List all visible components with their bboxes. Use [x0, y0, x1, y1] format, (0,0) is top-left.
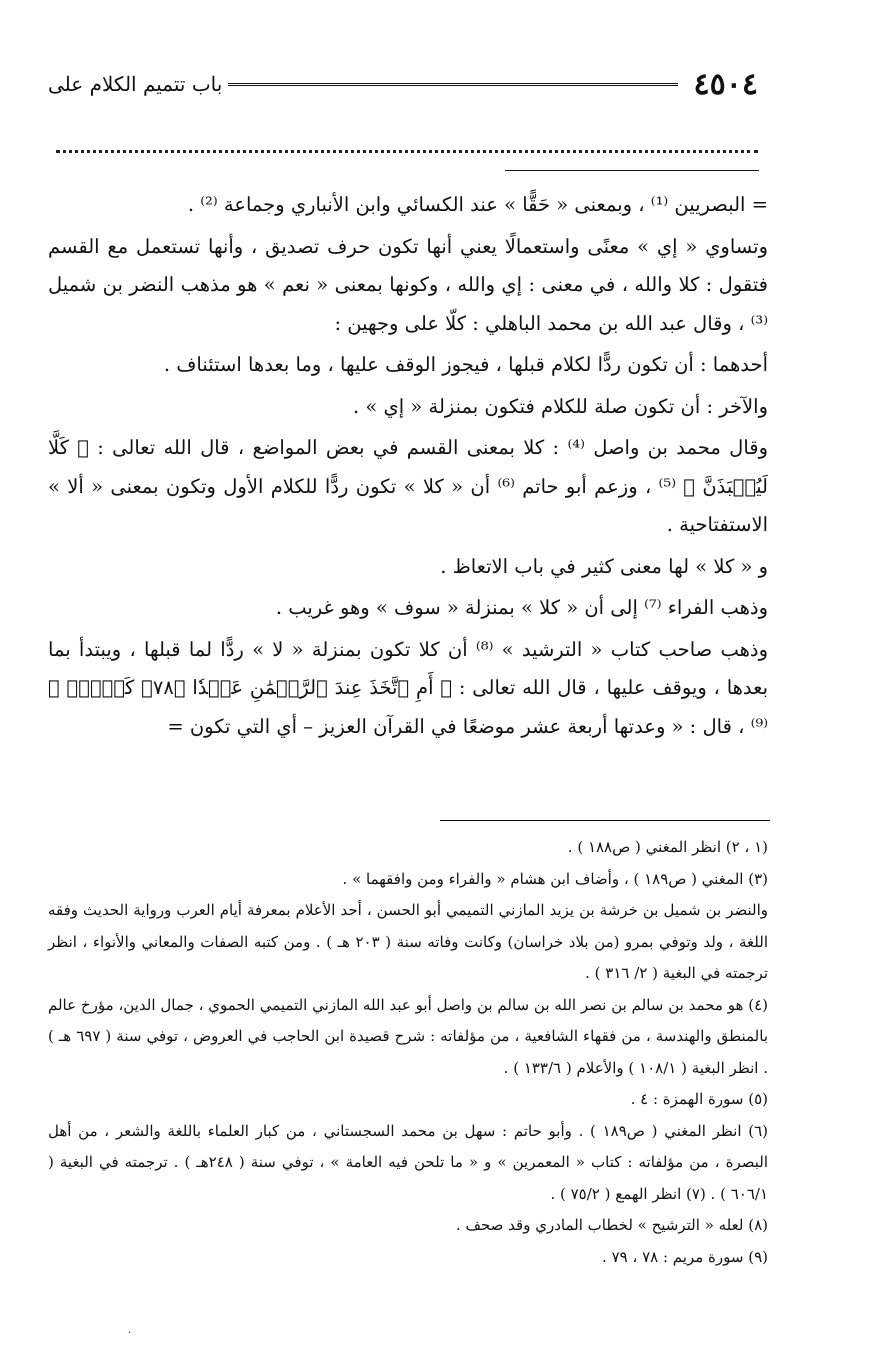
dotted-separator	[56, 150, 758, 153]
footnote-5: (٥) سورة الهمزة : ٤ .	[630, 1090, 768, 1108]
paragraph-8: وذهب صاحب كتاب « الترشيد » ⁽⁸⁾ أن كلا تكون بمنزلة « لا » ردًّا لما قبلها ، ويبتدأ بما بعدها ، ويوقف عليها ، قال الله تعالى : ﴿ أَمِ ٱتَّخَذَ عِندَ ٱلرَّحۡمَٰنِ عَهۡدٗا ﴿٧٨﴾ كَلَّاۚ ﴾ ⁽⁹⁾ ، قال : « وعدتها أربعة عشر موضعًا في القرآن العزيز – أي التي تكون =	[48, 637, 769, 738]
paragraph-1: = البصريين ⁽¹⁾ ، وبمعنى « حَقًّا » عند الكسائي وابن الأنباري وجماعة ⁽²⁾ .	[187, 193, 768, 216]
footnote-6-7: (٦) انظر المغني ( ص١٨٩ ) . وأبو حاتم : سهل بن محمد السجستاني ، من كبار العلماء باللغة والشعر ، من أهل البصرة ، من مؤلفاته : كتاب « المعمرين » و « ما تلحن فيه العامة » ، توفي سنة ( ٢٤٨هـ ) . ترجمته في البغية ( ٦٠٦/١ ) . (٧) انظر الهمع ( ٧٥/٢ ) .	[48, 1121, 768, 1203]
page-number: ٤٥٠٤	[693, 66, 758, 102]
paragraph-2: وتساوي « إي » معنًى واستعمالًا يعني أنها تكون حرف تصديق ، وأنها تستعمل مع القسم فتقول : كلا والله ، في معنى : إي والله ، وكونها بمعنى « نعم » هو مذهب النضر بن شميل ⁽³⁾ ، وقال عبد الله بن محمد الباهلي : كلّا على وجهين :	[48, 234, 768, 335]
footnote-4: (٤) هو محمد بن سالم بن نصر الله بن سالم بن واصل أبو عبد الله المازني التميمي الحموي ، جمال الدين، مؤرخ عالم بالمنطق والهندسة ، من فقهاء الشافعية ، من مؤلفاته : شرح قصيدة ابن الحاجب في العروض ، توفي سنة ( ٦٩٧ هـ ) . انظر البغية ( ١٠٨/١ ) والأعلام ( ١٣٣/٦ ) .	[48, 995, 768, 1077]
paragraph-5: وقال محمد بن واصل ⁽⁴⁾ : كلا بمعنى القسم في بعض المواضع ، قال الله تعالى : ﴿ كَلَّا لَيُنۢبَذَنَّ ﴾ ⁽⁵⁾ ، وزعم أبو حاتم ⁽⁶⁾ أن « كلا » تكون ردًّا للكلام الأول وتكون بمعنى « ألا » الاستفتاحية .	[48, 436, 769, 536]
footnote-3-bio: والنضر بن شميل بن خرشة بن يزيد المازني التميمي أبو الحسن ، أحد الأعلام بمعرفة أيام العرب ورواية الحديث وفقه اللغة ، ولد وتوفي بمرو (من بلاد خراسان) وكانت وفاته سنة ( ٢٠٣ هـ ) . ومن كتبه الصفات والمعاني والأنواء ، انظر ترجمته في البغية ( ٢/ ٣١٦ ) .	[48, 901, 768, 982]
page-header	[48, 64, 758, 104]
main-text	[48, 186, 768, 749]
paragraph-7: وذهب الفراء ⁽⁷⁾ إلى أن « كلا » بمنزلة « سوف » وهو غريب .	[275, 596, 768, 619]
footnote-1-2: (١ ، ٢) انظر المغني ( ص١٨٨ ) .	[567, 838, 768, 856]
header-double-rule	[228, 83, 677, 86]
paragraph-4: والآخر : أن تكون صلة للكلام فتكون بمنزلة « إي » .	[352, 394, 768, 418]
footnote-3: (٣) المغني ( ص١٨٩ ) ، وأضاف ابن هشام « والفراء ومن وافقهما » .	[342, 869, 768, 888]
paragraph-6: و « كلا » لها معنى كثير في باب الاتعاظ .	[440, 554, 768, 578]
footnote-9: (٩) سورة مريم : ٧٨ ، ٧٩ .	[602, 1247, 768, 1266]
footnote-separator	[440, 820, 770, 821]
footnotes	[48, 832, 768, 1273]
running-title: باب تتميم الكلام على	[48, 72, 223, 96]
short-rule	[505, 170, 759, 171]
footnote-8: (٨) لعله « الترشيح » لخطاب المادري وقد صحف .	[455, 1216, 768, 1234]
paragraph-3: أحدهما : أن تكون ردًّا لكلام قبلها ، فيجوز الوقف عليها ، وما بعدها استئناف .	[163, 353, 768, 376]
stray-dot: ·	[128, 1328, 132, 1339]
